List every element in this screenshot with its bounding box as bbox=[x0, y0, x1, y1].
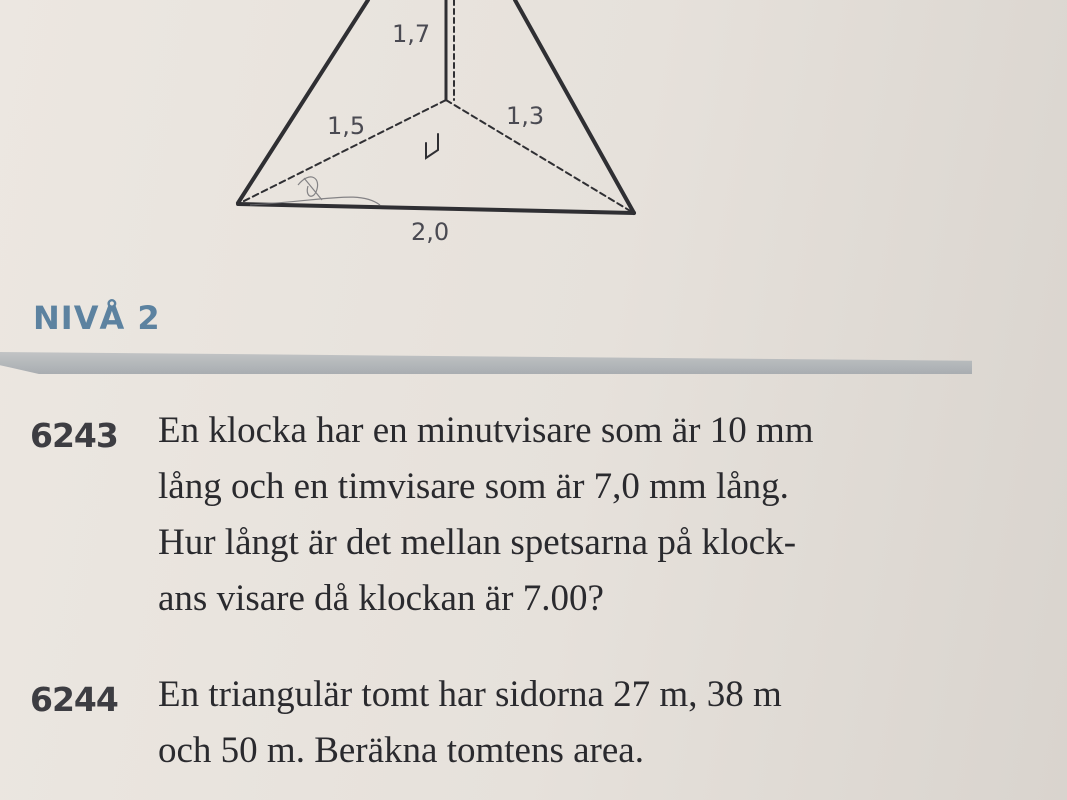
problem-text-line: Hur långt är det mellan spetsarna på klock- bbox=[158, 522, 797, 563]
pyramid-base-edge bbox=[238, 204, 634, 213]
section-heading: NIVÅ 2 bbox=[33, 299, 161, 337]
problem-text-line: lång och en timvisare som är 7,0 mm lång. bbox=[158, 466, 789, 507]
pyramid-figure bbox=[0, 0, 1067, 260]
problem-text-line: En triangulär tomt har sidorna 27 m, 38 m bbox=[158, 674, 782, 715]
problem-number: 6243 bbox=[30, 416, 118, 455]
figure-label-height: 1,7 bbox=[392, 20, 431, 48]
problem-text-line: En klocka har en minutvisare som är 10 mm bbox=[158, 410, 814, 451]
section-divider bbox=[0, 352, 972, 374]
pencil-scribble bbox=[298, 177, 322, 200]
problem-text-line: ans visare då klockan är 7.00? bbox=[158, 578, 604, 619]
figure-label-left-edge: 1,5 bbox=[327, 112, 366, 140]
right-angle-marker bbox=[426, 134, 438, 158]
problem-text-line: och 50 m. Beräkna tomtens area. bbox=[158, 730, 644, 771]
figure-label-base: 2,0 bbox=[411, 218, 450, 246]
figure-label-right-edge: 1,3 bbox=[506, 102, 545, 130]
problem-number: 6244 bbox=[30, 680, 118, 719]
